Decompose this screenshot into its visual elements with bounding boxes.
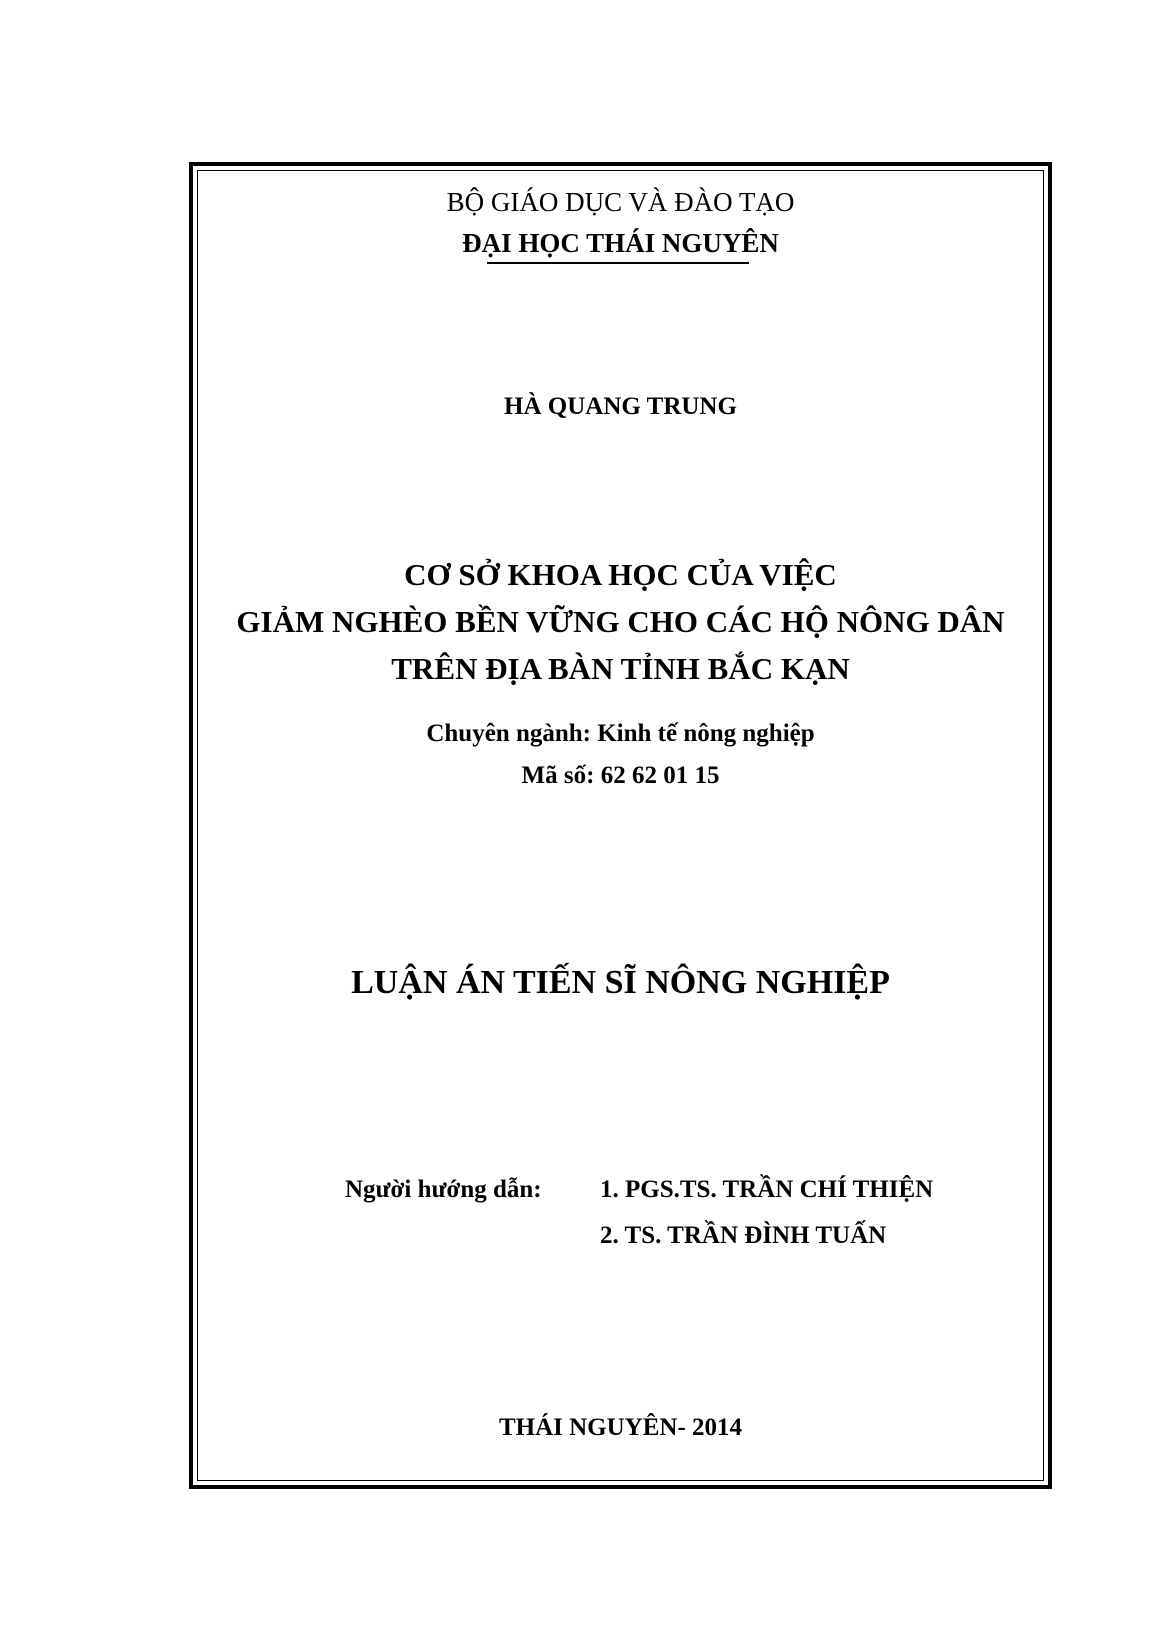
university-name: ĐẠI HỌC THÁI NGUYÊN: [462, 228, 779, 258]
supervisor-2: 2. TS. TRẦN ĐÌNH TUẤN: [600, 1222, 887, 1249]
ministry-name: BỘ GIÁO DỤC VÀ ĐÀO TẠO: [446, 187, 795, 217]
cover-border-inner: [197, 170, 1044, 1481]
supervisor-label: Người hướng dẫn:: [345, 1176, 542, 1203]
thesis-title-line-3: TRÊN ĐỊA BÀN TỈNH BẮC KẠN: [391, 651, 850, 686]
supervisor-1: 1. PGS.TS. TRẦN CHÍ THIỆN: [600, 1176, 934, 1203]
university-underline: [487, 262, 749, 264]
author-name: HÀ QUANG TRUNG: [504, 393, 737, 420]
thesis-title-line-1: CƠ SỞ KHOA HỌC CỦA VIỆC: [404, 557, 837, 592]
thesis-title-line-2: GIẢM NGHÈO BỀN VỮNG CHO CÁC HỘ NÔNG DÂN: [236, 604, 1005, 639]
degree-title: LUẬN ÁN TIẾN SĨ NÔNG NGHIỆP: [351, 964, 890, 1001]
major-code: Mã số: 62 62 01 15: [521, 762, 720, 789]
place-and-year: THÁI NGUYÊN- 2014: [498, 1414, 743, 1441]
major-field: Chuyên ngành: Kinh tế nông nghiệp: [426, 720, 815, 747]
